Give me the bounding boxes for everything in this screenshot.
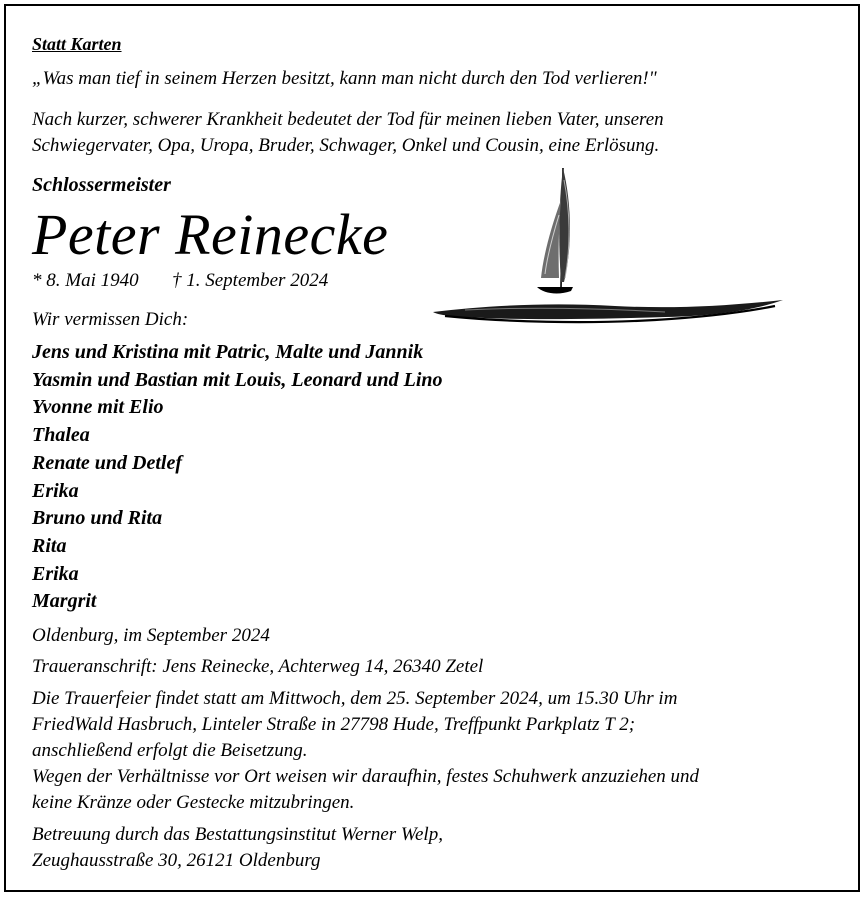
- mourner-5: Renate und Detlef: [32, 452, 182, 474]
- mourner-2: Yasmin und Bastian mit Louis, Leonard und Lino: [32, 369, 443, 391]
- undertaker-line-1: Betreuung durch das Bestattungsinstitut Werner Welp,: [32, 824, 443, 845]
- mourner-9: Erika: [32, 563, 79, 585]
- undertaker-line-2: Zeughausstraße 30, 26121 Oldenburg: [32, 850, 321, 871]
- ceremony-line-2: FriedWald Hasbruch, Linteler Straße in 27798 Hude, Treffpunkt Parkplatz T 2;: [32, 714, 636, 735]
- quote: „Was man tief in seinem Herzen besitzt, kann man nicht durch den Tod verlieren!": [32, 68, 657, 89]
- mourner-8: Rita: [32, 535, 67, 557]
- intro-line-1: Nach kurzer, schwerer Krankheit bedeutet der Tod für meinen lieben Vater, unseren: [32, 109, 664, 130]
- mourner-3: Yvonne mit Elio: [32, 396, 164, 418]
- profession: Schlossermeister: [32, 174, 171, 196]
- mourner-7: Bruno und Rita: [32, 507, 163, 529]
- mourner-4: Thalea: [32, 424, 90, 446]
- miss-line: Wir vermissen Dich:: [32, 309, 189, 330]
- mourner-10: Margrit: [32, 590, 97, 612]
- header-statt-karten: Statt Karten: [32, 34, 122, 54]
- ceremony-line-4: Wegen der Verhältnisse vor Ort weisen wir daraufhin, festes Schuhwerk anzuziehen und: [32, 766, 700, 787]
- ceremony-line-5: keine Kränze oder Gestecke mitzubringen.: [32, 792, 355, 813]
- mourning-address: Traueranschrift: Jens Reinecke, Achterweg 14, 26340 Zetel: [32, 656, 484, 677]
- mourner-6: Erika: [32, 480, 79, 502]
- intro-line-2: Schwiegervater, Opa, Uropa, Bruder, Schwager, Onkel und Cousin, eine Erlösung.: [32, 135, 660, 156]
- sailboat-icon: [425, 160, 795, 335]
- deceased-name: Peter Reinecke: [32, 202, 389, 267]
- birth-date: * 8. Mai 1940: [32, 270, 139, 291]
- death-date: † 1. September 2024: [172, 270, 329, 291]
- ceremony-line-3: anschließend erfolgt die Beisetzung.: [32, 740, 308, 761]
- ceremony-line-1: Die Trauerfeier findet statt am Mittwoch, dem 25. September 2024, um 15.30 Uhr im: [32, 688, 678, 709]
- place-date: Oldenburg, im September 2024: [32, 625, 270, 646]
- mourner-1: Jens und Kristina mit Patric, Malte und Jannik: [32, 341, 424, 363]
